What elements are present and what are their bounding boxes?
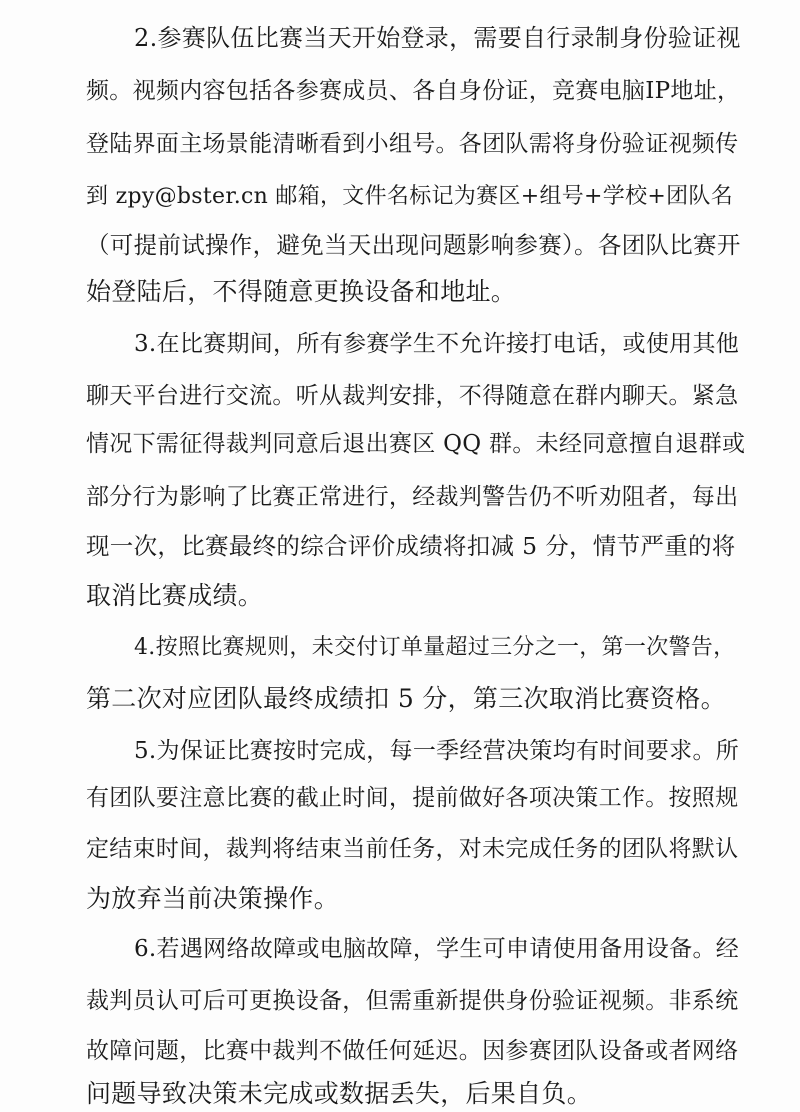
rule-3-line-2: 聊天平台进行交流。听从裁判安排，不得随意在群内聊天。紧急 — [86, 383, 739, 409]
rule-5-line-4: 为放弃当前决策操作。 — [86, 884, 340, 913]
rule-6-line-1: 6.若遇网络故障或电脑故障，学生可申请使用备用设备。经 — [134, 936, 740, 962]
rule-2-line-4: 到 zpy@bster.cn 邮箱，文件名标记为赛区+组号+学校+团队名 — [86, 184, 734, 209]
rule-3-line-4: 部分行为影响了比赛正常进行，经裁判警告仍不听劝阻者，每出 — [86, 484, 739, 510]
rule-3-line-6: 取消比赛成绩。 — [86, 581, 264, 610]
rule-2-line-3: 登陆界面主场景能清晰看到小组号。各团队需将身份验证视频传 — [86, 131, 739, 157]
rule-5-line-2: 有团队要注意比赛的截止时间，提前做好各项决策工作。按照规 — [86, 785, 739, 811]
rule-6-line-4: 问题导致决策未完成或数据丢失，后果自负。 — [86, 1079, 593, 1108]
rule-3-line-3: 情况下需征得裁判同意后退出赛区 QQ 群。未经同意擅自退群或 — [86, 431, 746, 457]
rule-6-line-2: 裁判员认可后可更换设备，但需重新提供身份验证视频。非系统 — [86, 988, 739, 1014]
rule-2-line-5: （可提前试操作，避免当天出现问题影响参赛）。各团队比赛开 — [86, 231, 741, 259]
rule-3-line-1: 3.在比赛期间，所有参赛学生不允许接打电话，或使用其他 — [134, 331, 740, 357]
rule-6-line-3: 故障问题，比赛中裁判不做任何延迟。因参赛团队设备或者网络 — [86, 1038, 739, 1064]
rule-3-line-5: 现一次，比赛最终的综合评价成绩将扣减 5 分，情节严重的将 — [86, 532, 736, 560]
rule-5-line-1: 5.为保证比赛按时完成，每一季经营决策均有时间要求。所 — [134, 738, 740, 764]
rule-4-line-1: 4.按照比赛规则，未交付订单量超过三分之一，第一次警告， — [134, 635, 736, 660]
rule-5-line-3: 定结束时间，裁判将结束当前任务，对未完成任务的团队将默认 — [86, 836, 739, 862]
rule-2-line-1: 2.参赛队伍比赛当天开始登录，需要自行录制身份验证视 — [134, 24, 741, 52]
rule-2-line-6: 始登陆后，不得随意更换设备和地址。 — [86, 277, 517, 306]
rule-2-line-2: 频。视频内容包括各参赛成员、各自身份证，竞赛电脑IP地址， — [86, 78, 741, 104]
rule-4-line-2: 第二次对应团队最终成绩扣 5 分，第三次取消比赛资格。 — [86, 684, 726, 713]
